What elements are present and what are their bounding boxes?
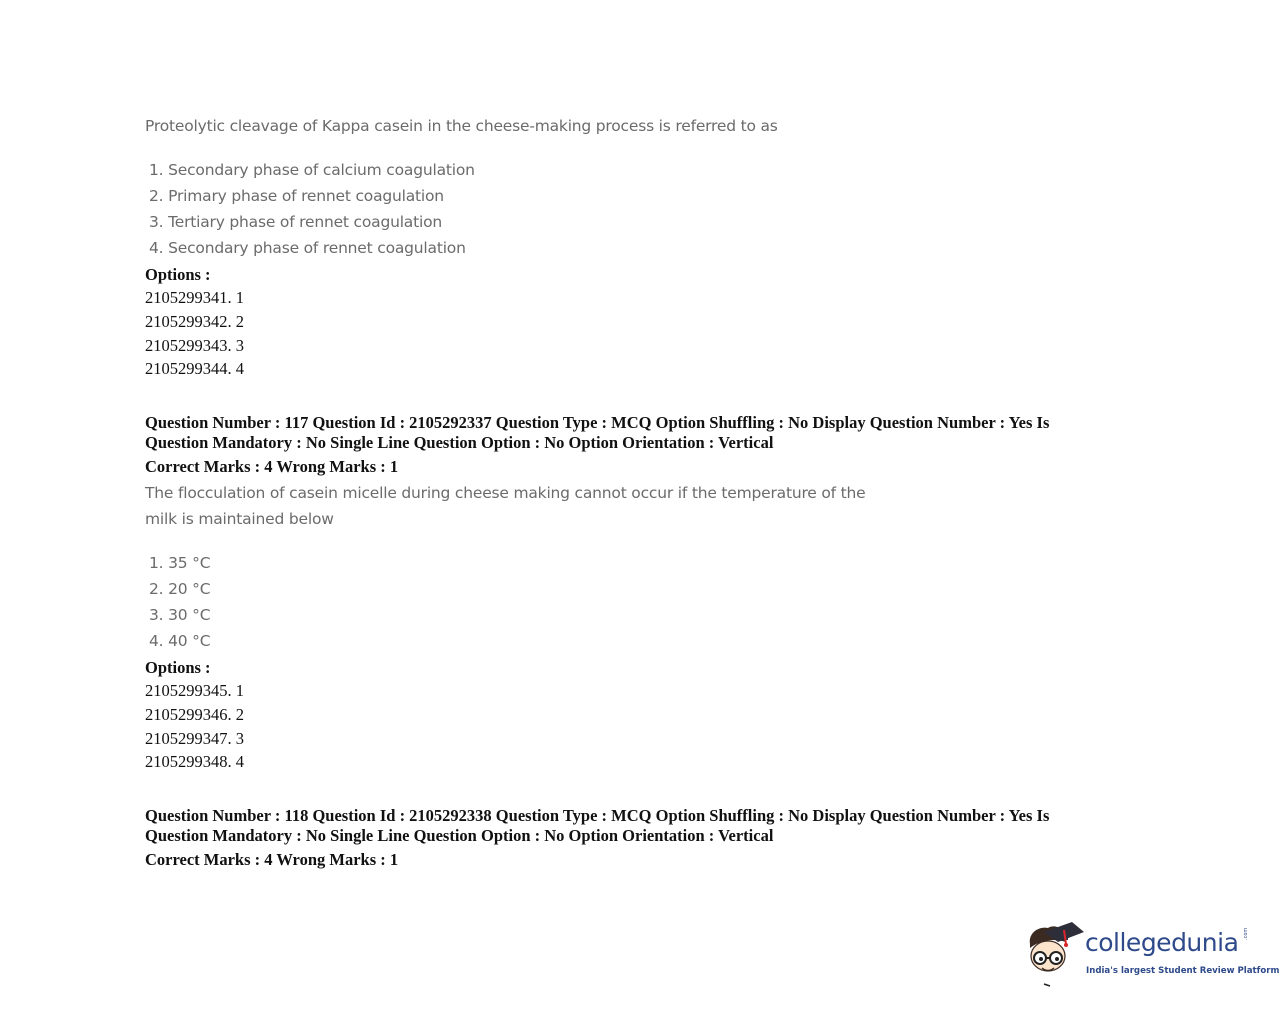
- question-117-text-line-1: The flocculation of casein micelle during cheese making cannot occur if the temperature of the: [145, 484, 866, 502]
- choice-item: 4. Secondary phase of rennet coagulation: [149, 239, 466, 257]
- choice-item: 3. Tertiary phase of rennet coagulation: [149, 213, 442, 231]
- question-116-option-ids: [145, 286, 244, 381]
- question-117-marks: Correct Marks : 4 Wrong Marks : 1: [145, 457, 399, 476]
- question-117-option-ids: [145, 679, 244, 774]
- option-id-item: 2105299342. 2: [145, 311, 244, 331]
- choice-item: 2. Primary phase of rennet coagulation: [149, 187, 444, 205]
- choice-item: 1. Secondary phase of calcium coagulation: [149, 161, 475, 179]
- option-id-item: 2105299341. 1: [145, 288, 244, 307]
- choice-item: 4. 40 °C: [149, 632, 211, 650]
- question-117-meta: Question Number : 117 Question Id : 2105292337 Question Type : MCQ Option Shuffling : No Display Question Number : Yes Is Question Mandatory : No Single Line Question Option : No Option Orientation : Vertical: [145, 413, 1050, 452]
- option-id-item: 2105299345. 1: [145, 681, 244, 700]
- option-id-item: 2105299344. 4: [145, 359, 244, 379]
- question-116-text: Proteolytic cleavage of Kappa casein in the cheese-making process is referred to as: [145, 117, 778, 135]
- choice-item: 2. 20 °C: [149, 580, 211, 598]
- logo-brand-text: collegedunia: [1085, 928, 1239, 957]
- question-116-choices: [149, 157, 475, 261]
- options-label: Options :: [145, 265, 211, 284]
- question-118-meta: Question Number : 118 Question Id : 2105292338 Question Type : MCQ Option Shuffling : No Display Question Number : Yes Is Question Mandatory : No Single Line Question Option : No Option Orientation : Vertical: [145, 806, 1050, 845]
- option-id-item: 2105299348. 4: [145, 752, 244, 772]
- choice-item: 3. 30 °C: [149, 606, 211, 624]
- logo-com-text: .com: [1243, 927, 1249, 940]
- mascot-graduation-cap-icon: [1024, 918, 1086, 988]
- question-117-choices: [149, 550, 210, 654]
- options-label: Options :: [145, 658, 211, 677]
- collegedunia-logo: [1024, 918, 1280, 990]
- question-118-marks: Correct Marks : 4 Wrong Marks : 1: [145, 850, 399, 869]
- option-id-item: 2105299347. 3: [145, 728, 244, 748]
- logo-tagline: India's largest Student Review Platform: [1086, 966, 1280, 976]
- option-id-item: 2105299343. 3: [145, 335, 244, 355]
- choice-item: 1. 35 °C: [149, 554, 211, 572]
- question-117-text-line-2: milk is maintained below: [145, 510, 334, 528]
- option-id-item: 2105299346. 2: [145, 704, 244, 724]
